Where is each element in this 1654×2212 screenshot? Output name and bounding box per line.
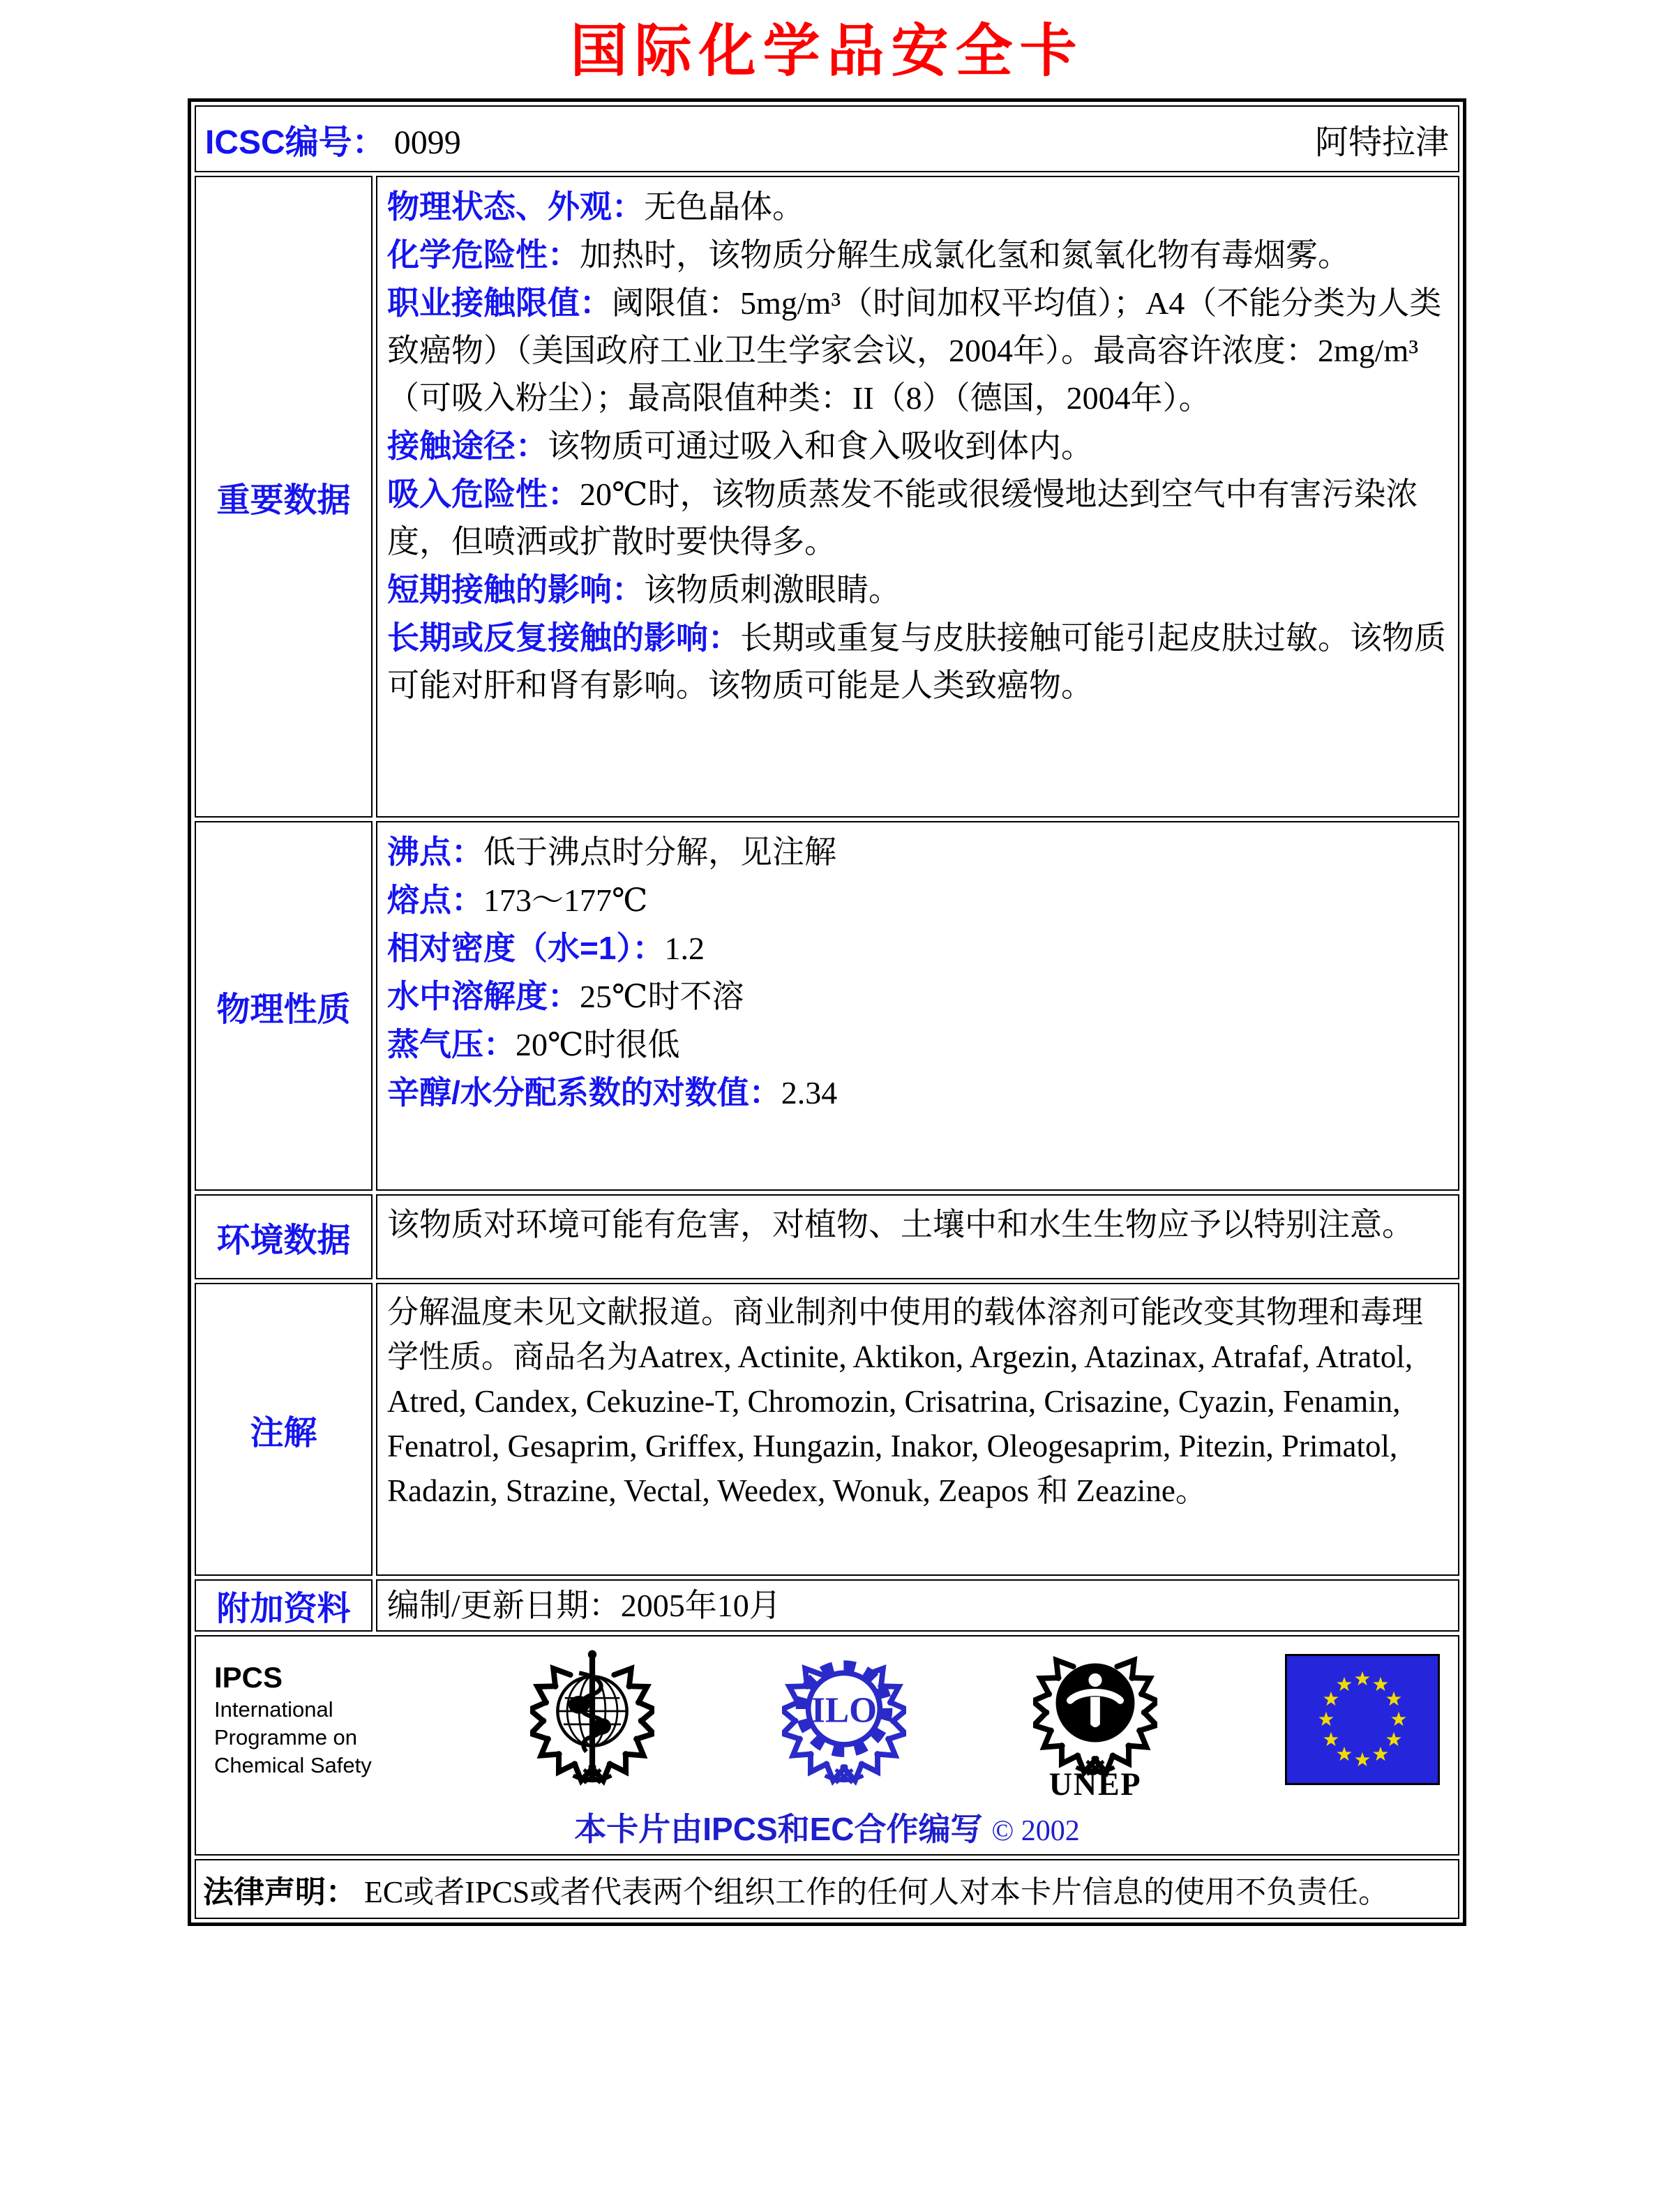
section-label-environment: 环境数据: [216, 1221, 351, 1259]
logo-row: [196, 1641, 1458, 1798]
ipcs-line-3: Chemical Safety: [214, 1753, 372, 1777]
field-exposure-routes: 接触途径：该物质可通过吸入和食入吸收到体内。: [387, 428, 1093, 464]
environmental-data-content-cell: [376, 1194, 1459, 1279]
ilo-logo-icon: [782, 1649, 906, 1790]
environmental-data-label-cell: [195, 1194, 373, 1279]
field-chemical-danger: 化学危险性：加热时，该物质分解生成氯化氢和氮氧化物有毒烟雾。: [387, 236, 1350, 273]
caption-text: 本卡片由IPCS和EC合作编写: [574, 1811, 983, 1847]
icsc-number-field: [205, 115, 461, 163]
field-vapor-pressure: 蒸气压：20℃时很低: [387, 1026, 680, 1062]
additional-info-text: 编制/更新日期：2005年10月: [387, 1587, 781, 1623]
icsc-number-label: ICSC编号：: [205, 123, 386, 161]
header-cell: [195, 105, 1459, 172]
section-label-important: 重要数据: [216, 481, 351, 519]
header-row: [195, 105, 1459, 172]
physical-properties-label-cell: [195, 821, 373, 1191]
field-melting-point: 熔点：173～177℃: [387, 882, 648, 918]
row-additional-info: [195, 1579, 1459, 1632]
section-label-additional: 附加资料: [216, 1590, 351, 1627]
row-logos: [195, 1635, 1459, 1856]
field-octanol-water-coefficient: 辛醇/水分配系数的对数值：2.34: [387, 1074, 838, 1111]
section-label-notes: 注解: [250, 1414, 317, 1452]
notes-label-cell: [195, 1283, 373, 1576]
field-water-solubility: 水中溶解度：25℃时不溶: [387, 978, 744, 1014]
ipcs-acronym: IPCS: [214, 1661, 283, 1694]
ipcs-text-block: [214, 1660, 403, 1780]
physical-properties-content-cell: [376, 821, 1459, 1191]
field-inhalation-risk: 吸入危险性：20℃时，该物质蒸发不能或很缓慢地达到空气中有害污染浓度，但喷洒或扩散时要快得多。: [387, 476, 1418, 559]
legal-label: 法律声明：: [203, 1875, 356, 1909]
substance-name: 阿特拉津: [1314, 123, 1449, 161]
legal-text: EC或者IPCS或者代表两个组织工作的任何人对本卡片信息的使用不负责任。: [364, 1875, 1390, 1909]
unep-logo-icon: [1033, 1641, 1157, 1798]
copyright-text: © 2002: [991, 1815, 1080, 1847]
field-short-term-effects: 短期接触的影响：该物质刺激眼睛。: [387, 571, 901, 608]
row-legal: [195, 1859, 1459, 1919]
additional-info-label-cell: [195, 1579, 373, 1632]
field-boiling-point: 沸点：低于沸点时分解，见注解: [387, 834, 836, 870]
ipcs-line-1: International: [214, 1697, 333, 1722]
notes-content-cell: [376, 1283, 1459, 1576]
eu-flag-icon: [1285, 1654, 1440, 1785]
row-environmental-data: [195, 1194, 1459, 1279]
row-physical-properties: [195, 821, 1459, 1191]
ilo-logo-text: ILO: [811, 1690, 877, 1731]
field-physical-state: 物理状态、外观：无色晶体。: [387, 188, 804, 225]
row-notes: [195, 1283, 1459, 1576]
notes-text: 分解温度未见文献报道。商业制剂中使用的载体溶剂可能改变其物理和毒理学性质。商品名为Aatrex, Actinite, Aktikon, Argezin, Atazinax, Atrafaf, Atratol, Atred, Candex, Cekuzine-T, Chromozin, Crisatrina, Crisazine, Cyazin, Fenamin, Fenatrol, Gesaprim, Griffex, Hungazin, Inakor, Oleogesaprim, Pitezin, Primatol, Radazin, Strazine, Vectal, Weedex, Wonuk, Zeapos 和 Zeazine。: [387, 1295, 1424, 1508]
icsc-card: [188, 98, 1466, 1926]
important-data-label-cell: [195, 176, 373, 818]
field-relative-density: 相对密度（水=1）：1.2: [387, 930, 705, 966]
legal-cell: [195, 1859, 1459, 1919]
who-logo-icon: [530, 1649, 654, 1790]
page-title: 国际化学品安全卡: [570, 20, 1084, 83]
field-long-term-effects: 长期或反复接触的影响：长期或重复与皮肤接触可能引起皮肤过敏。该物质可能对肝和肾有影响。该物质可能是人类致癌物。: [387, 619, 1446, 703]
ipcs-line-2: Programme on: [214, 1725, 358, 1750]
footer-caption: [196, 1804, 1458, 1850]
important-data-content-cell: [376, 176, 1459, 818]
environment-text: 该物质对环境可能有危害，对植物、土壤中和水生生物应予以特别注意。: [387, 1207, 1414, 1242]
unep-logo-text: UNEP: [1048, 1766, 1142, 1798]
icsc-number-value: 0099: [393, 123, 461, 161]
icsc-table: [191, 102, 1463, 1923]
additional-info-content-cell: [376, 1579, 1459, 1632]
row-important-data: [195, 176, 1459, 818]
field-occupational-limits: 职业接触限值：阈限值：5mg/m³（时间加权平均值）；A4（不能分类为人类致癌物）（美国政府工业卫生学家会议，2004年）。最高容许浓度：2mg/m³（可吸入粉尘）；最高限值种类：II（8）（德国，2004年）。: [387, 285, 1442, 416]
logos-cell: [195, 1635, 1459, 1856]
section-label-physical: 物理性质: [216, 991, 351, 1028]
